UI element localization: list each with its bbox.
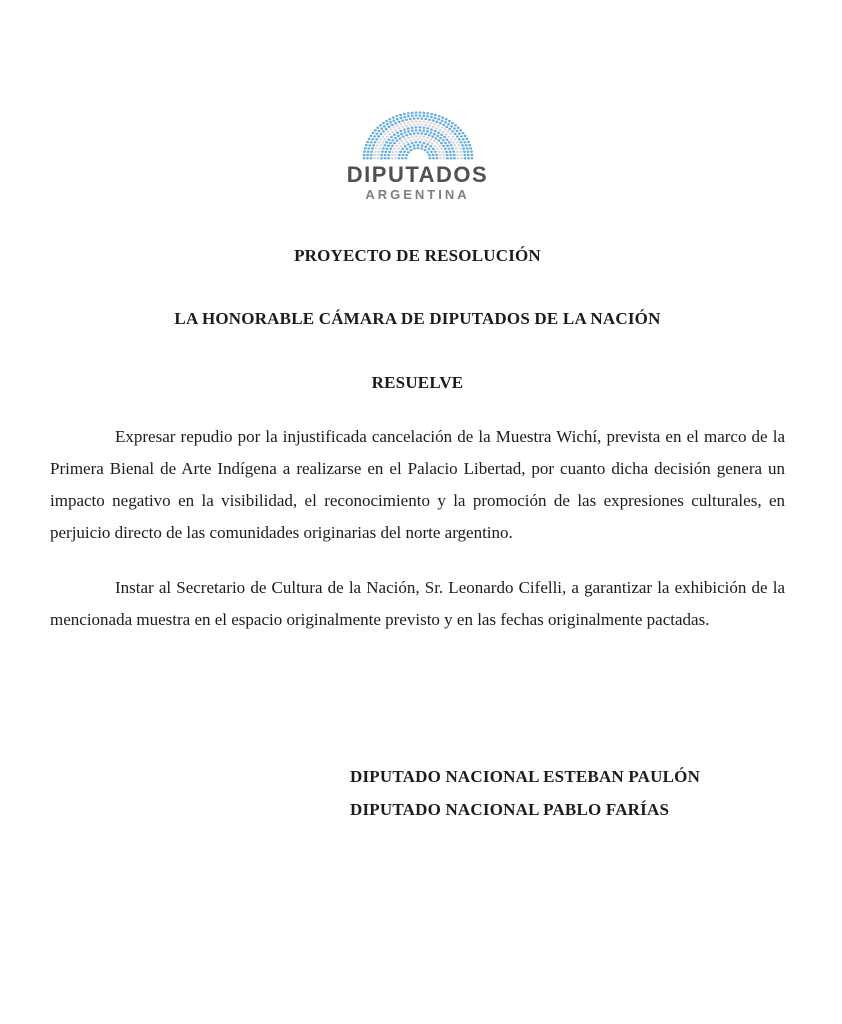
resolves-heading: RESUELVE <box>371 373 464 392</box>
diputados-logo <box>50 110 785 201</box>
logo-subtitle: ARGENTINA <box>365 187 470 202</box>
signature-block <box>350 760 785 826</box>
logo-wordmark: DIPUTADOS <box>346 162 489 187</box>
signature-line-paulon: DIPUTADO NACIONAL ESTEBAN PAULÓN <box>350 767 701 786</box>
document-title: PROYECTO DE RESOLUCIÓN <box>294 246 541 265</box>
signature-line-farias: DIPUTADO NACIONAL PABLO FARÍAS <box>350 800 670 819</box>
hemicycle-dots-icon <box>362 110 474 160</box>
resolution-paragraph-2: Instar al Secretario de Cultura de la Nación, Sr. Leonardo Cifelli, a garantizar la exhibición de la mencionada muestra en el espacio originalmente previsto y en las fechas originalmente pactadas. <box>50 578 785 629</box>
resolution-paragraph-1: Expresar repudio por la injustificada cancelación de la Muestra Wichí, prevista en el marco de la Primera Bienal de Arte Indígena a realizarse en el Palacio Libertad, por cuanto dicha decisión genera un impacto negativo en la visibilidad, el reconocimiento y la promoción de las expresiones culturales, en perjuicio directo de las comunidades originarias del norte argentino. <box>50 427 785 542</box>
chamber-heading: LA HONORABLE CÁMARA DE DIPUTADOS DE LA NACIÓN <box>174 309 661 328</box>
